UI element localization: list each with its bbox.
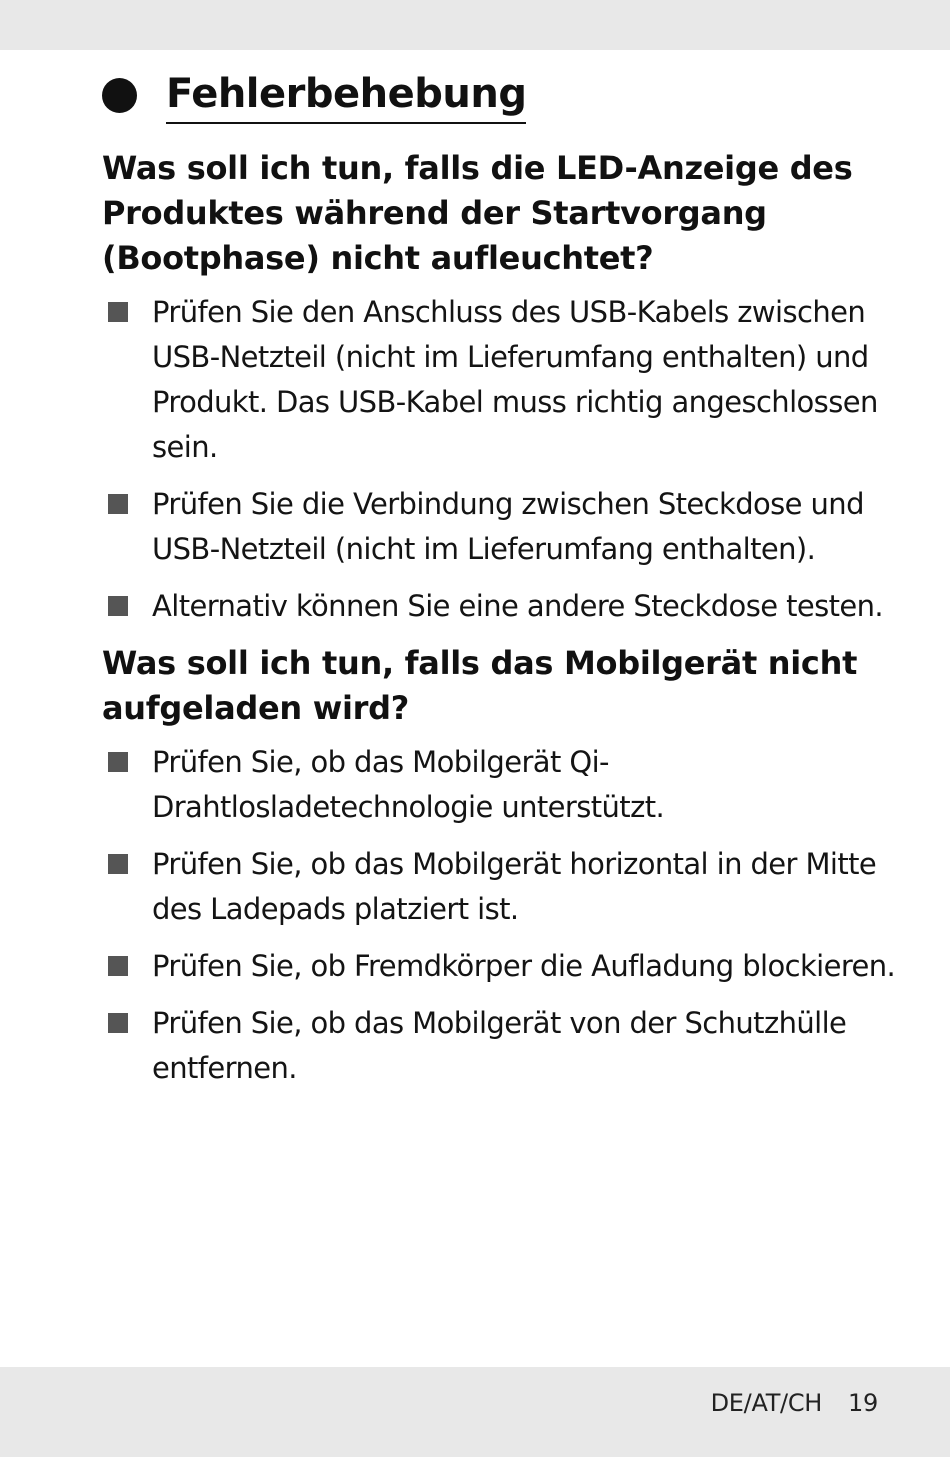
list-item [102, 1001, 902, 1091]
list-item-text: Alternativ können Sie eine andere Steckdose testen. [152, 589, 884, 623]
section-heading [102, 66, 902, 124]
list-item-text: Prüfen Sie, ob das Mobilgerät horizontal in der Mitte des Ladepads platziert ist. [152, 847, 877, 926]
list-item-text: Prüfen Sie, ob Fremdkörper die Aufladung blockieren. [152, 949, 896, 983]
page-number: 19 [848, 1389, 878, 1417]
answer-list-led [102, 290, 902, 629]
list-item [102, 290, 902, 470]
list-item [102, 944, 902, 989]
list-item-text: Prüfen Sie, ob das Mobilgerät von der Schutzhülle entfernen. [152, 1006, 847, 1085]
list-item-text: Prüfen Sie, ob das Mobilgerät Qi-Drahtlosladetechnologie unterstützt. [152, 745, 665, 824]
question-led: Was soll ich tun, falls die LED-Anzeige des Produktes während der Startvorgang (Bootphase) nicht aufleuchtet? [102, 149, 853, 277]
square-bullet-icon [108, 1013, 128, 1033]
question-charging: Was soll ich tun, falls das Mobilgerät nicht aufgeladen wird? [102, 644, 858, 727]
square-bullet-icon [108, 302, 128, 322]
list-item-text: Prüfen Sie die Verbindung zwischen Steckdose und USB-Netzteil (nicht im Lieferumfang enthalten). [152, 487, 864, 566]
page-content [102, 66, 902, 1103]
list-item-text: Prüfen Sie den Anschluss des USB-Kabels zwischen USB-Netzteil (nicht im Lieferumfang enthalten) und Produkt. Das USB-Kabel muss richtig angeschlossen sein. [152, 295, 878, 464]
square-bullet-icon [108, 596, 128, 616]
page-top-band [0, 0, 950, 50]
list-item [102, 740, 902, 830]
list-item [102, 842, 902, 932]
footer-region-label: DE/AT/CH [710, 1389, 823, 1417]
list-item [102, 482, 902, 572]
bullet-dot-icon [102, 78, 137, 113]
page-title: Fehlerbehebung [166, 66, 526, 124]
answer-list-charging [102, 740, 902, 1091]
list-item [102, 584, 902, 629]
page-footer [711, 1386, 878, 1420]
square-bullet-icon [108, 854, 128, 874]
square-bullet-icon [108, 956, 128, 976]
square-bullet-icon [108, 752, 128, 772]
square-bullet-icon [108, 494, 128, 514]
